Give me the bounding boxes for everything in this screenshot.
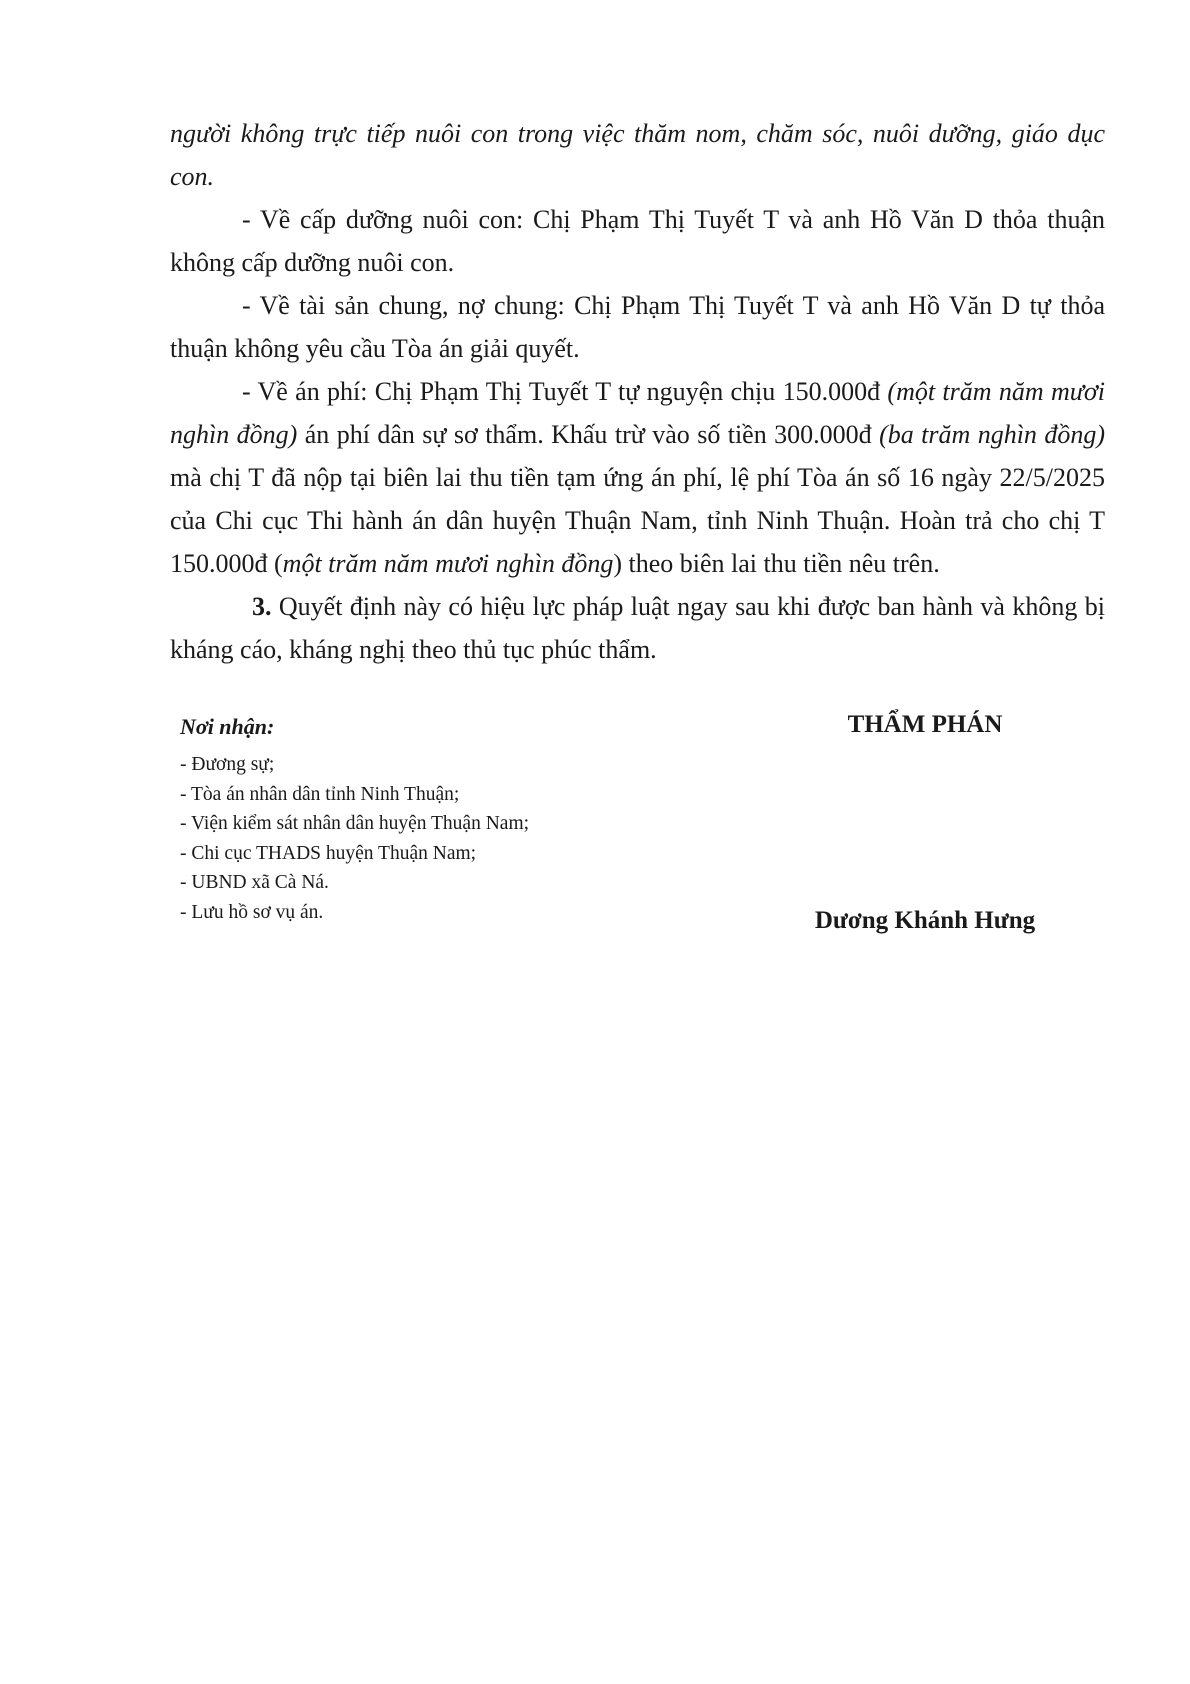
section-number: 3. <box>252 592 272 621</box>
paragraph-custody-rights <box>170 112 1105 198</box>
recipients-list <box>180 750 700 927</box>
paragraph-child-support: - Về cấp dưỡng nuôi con: Chị Phạm Thị Tuyết T và anh Hồ Văn D thỏa thuận không cấp dưỡng nuôi con. <box>170 205 1105 277</box>
paragraph-effectiveness <box>170 585 1105 671</box>
recipient-item: - Đương sự; <box>180 754 275 775</box>
recipient-item: - Lưu hồ sơ vụ án. <box>180 901 324 923</box>
court-fees-amount-words-1: (một trăm năm mươi nghìn đồng) <box>170 377 1105 449</box>
decision-body <box>170 112 1105 671</box>
recipient-item: - Viện kiểm sát nhân dân huyện Thuận Nam; <box>180 813 530 834</box>
court-fees-text-3: mà chị T đã nộp tại biên lai thu tiền tạm ứng án phí, lệ phí Tòa án số 16 ngày 22/5/2025 của Chi cục Thi hành án dân huyện Thuận Nam, tỉnh Ninh Thuận. Hoàn trả cho chị T 150.000đ ( <box>170 463 1105 578</box>
paragraph-court-fees <box>170 370 1105 585</box>
court-fees-text-4: ) theo biên lai thu tiền nêu trên. <box>613 549 940 578</box>
recipient-item: - Tòa án nhân dân tỉnh Ninh Thuận; <box>180 783 460 805</box>
court-fees-text-2: án phí dân sự sơ thẩm. Khấu trừ vào số tiền 300.000đ <box>297 420 880 449</box>
court-fees-text-1: - Về án phí: Chị Phạm Thị Tuyết T tự nguyện chịu 150.000đ <box>242 377 888 406</box>
recipients-title: Nơi nhận: <box>180 714 275 739</box>
judge-title: THẨM PHÁN <box>847 711 1003 738</box>
court-fees-amount-words-3: một trăm năm mươi nghìn đồng <box>282 549 614 578</box>
recipients-block <box>180 712 700 927</box>
court-fees-amount-words-2: (ba trăm nghìn đồng) <box>879 420 1105 449</box>
recipient-item: - UBND xã Cà Ná. <box>180 872 329 893</box>
custody-rights-text: người không trực tiếp nuôi con trong việc thăm nom, chăm sóc, nuôi dưỡng, giáo dục con. <box>170 119 1105 191</box>
effectiveness-text: Quyết định này có hiệu lực pháp luật ngay sau khi được ban hành và không bị kháng cáo, kháng nghị theo thủ tục phúc thẩm. <box>170 592 1105 664</box>
judge-name: Dương Khánh Hưng <box>814 907 1036 934</box>
paragraph-joint-assets: - Về tài sản chung, nợ chung: Chị Phạm Thị Tuyết T và anh Hồ Văn D tự thỏa thuận không yêu cầu Tòa án giải quyết. <box>170 291 1105 363</box>
recipient-item: - Chi cục THADS huyện Thuận Nam; <box>180 842 477 864</box>
